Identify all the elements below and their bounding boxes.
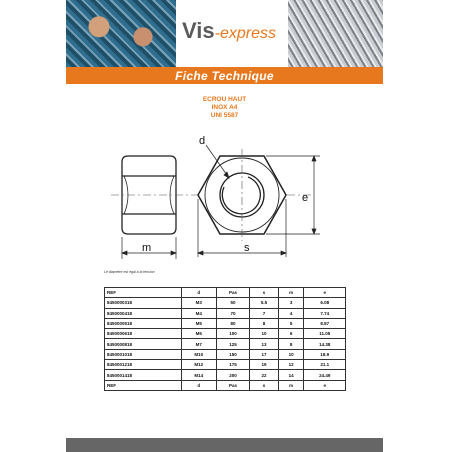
table-row [105, 360, 346, 370]
table-cell: m [278, 288, 304, 298]
table-footer-row [105, 380, 346, 390]
table-cell: 12 [278, 360, 304, 370]
table-row [105, 298, 346, 308]
table-row [105, 318, 346, 328]
table-cell: 4 [278, 308, 304, 318]
table-cell: M4 [181, 308, 216, 318]
table-cell: M3 [181, 298, 216, 308]
table-cell: M5 [181, 318, 216, 328]
table-cell: 200 [216, 370, 249, 380]
table-row [105, 370, 346, 380]
table-cell: 80 [216, 318, 249, 328]
table-cell: M6 [181, 329, 216, 339]
table-cell: M10 [181, 349, 216, 359]
label-d: d [199, 135, 206, 147]
table-cell: REF [105, 380, 182, 390]
product-material: INOX A4 [211, 104, 238, 111]
table-cell: 8450001418 [105, 370, 182, 380]
table-cell: Pas [216, 288, 249, 298]
table-cell: 50 [216, 298, 249, 308]
table-cell: 22 [250, 370, 279, 380]
screws-photo [288, 0, 383, 67]
table-cell: 175 [216, 360, 249, 370]
table-cell: 7.74 [304, 308, 346, 318]
table-row [105, 329, 346, 339]
table-cell: 8450000418 [105, 308, 182, 318]
page-title: Fiche Technique [175, 68, 274, 83]
table-cell: 150 [216, 349, 249, 359]
datasheet-page [66, 0, 383, 452]
table-cell: 100 [216, 329, 249, 339]
table-cell: 10 [250, 329, 279, 339]
drawing-note: Le diamètre est égal à la tension [104, 270, 155, 274]
table-cell: 6 [278, 329, 304, 339]
table-cell: 8 [278, 339, 304, 349]
label-s: s [244, 242, 250, 254]
brand-logo[interactable] [182, 18, 276, 44]
table-cell: 70 [216, 308, 249, 318]
table-cell: 8450001218 [105, 360, 182, 370]
header-banner [66, 0, 383, 67]
product-standard: UNI 5587 [210, 112, 239, 119]
table-cell: 5 [278, 318, 304, 328]
table-cell: 5.5 [250, 298, 279, 308]
table-cell: 10 [278, 349, 304, 359]
nut-drawing [106, 125, 346, 265]
table-cell: 8450000818 [105, 339, 182, 349]
table-row [105, 308, 346, 318]
table-cell: 3 [278, 298, 304, 308]
table-cell: 8450000618 [105, 329, 182, 339]
table-cell: M7 [181, 339, 216, 349]
table-cell: 7 [250, 308, 279, 318]
footer-bar [66, 438, 383, 452]
table-cell: 8450000318 [105, 298, 182, 308]
table-cell: 21.1 [304, 360, 346, 370]
table-cell: 6.08 [304, 298, 346, 308]
table-cell: 8450000518 [105, 318, 182, 328]
table-row [105, 349, 346, 359]
table-cell: 14.38 [304, 339, 346, 349]
title-bar [66, 67, 383, 84]
table-cell: 8.87 [304, 318, 346, 328]
workshop-photo [66, 0, 176, 67]
brand-name: Vis [182, 18, 215, 43]
table-header-row [105, 288, 346, 298]
table-cell: s [250, 380, 279, 390]
table-cell: M14 [181, 370, 216, 380]
brand-suffix: -express [214, 25, 276, 42]
table-row [105, 339, 346, 349]
nut-front-view [198, 149, 286, 241]
table-cell: 125 [216, 339, 249, 349]
table-cell: 18.9 [304, 349, 346, 359]
table-cell: e [304, 380, 346, 390]
table-cell: 8450001018 [105, 349, 182, 359]
table-cell: 14 [278, 370, 304, 380]
label-e: e [302, 192, 309, 204]
table-cell: 13 [250, 339, 279, 349]
product-title [66, 96, 383, 120]
table-cell: d [181, 288, 216, 298]
table-cell: 19 [250, 360, 279, 370]
table-cell: 17 [250, 349, 279, 359]
product-name: ECROU HAUT [202, 96, 247, 103]
table-cell: 11.05 [304, 329, 346, 339]
table-cell: s [250, 288, 279, 298]
table-cell: M12 [181, 360, 216, 370]
table-cell: 8 [250, 318, 279, 328]
table-cell: REF [105, 288, 182, 298]
label-m: m [142, 242, 152, 254]
table-cell: e [304, 288, 346, 298]
table-cell: d [181, 380, 216, 390]
table-cell: 24.49 [304, 370, 346, 380]
spec-table [104, 287, 346, 391]
table-cell: m [278, 380, 304, 390]
table-cell: Pas [216, 380, 249, 390]
